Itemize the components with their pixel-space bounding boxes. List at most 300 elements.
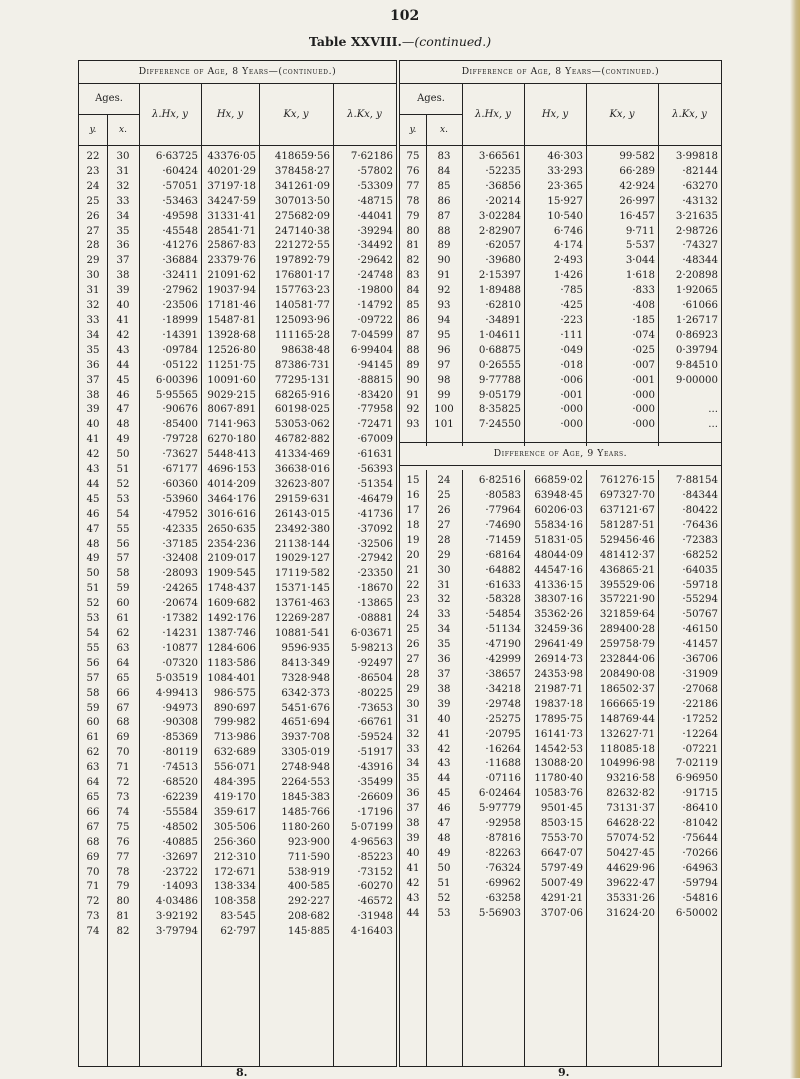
right-bottom-cell: 39 — [406, 832, 420, 844]
right-top-cell: 1·89488 — [478, 285, 521, 297]
table-row — [400, 239, 721, 254]
right-bottom-cell: ·63258 — [485, 892, 521, 904]
right-top-cell: 15·927 — [547, 195, 583, 207]
left-cell: 58 — [116, 568, 130, 580]
table-row — [400, 314, 721, 329]
table-row — [79, 403, 396, 418]
right-top-cell: 42·924 — [619, 180, 655, 192]
right-panel-title: Difference of Age, 8 Years—(continued.) — [400, 61, 721, 84]
right-top-cell: 2·82907 — [478, 225, 521, 237]
left-cell: 632·689 — [213, 747, 256, 759]
left-cell: ·09722 — [357, 314, 393, 326]
left-cell: 5·07199 — [350, 821, 393, 833]
right-bottom-cell: 36 — [406, 788, 420, 800]
left-cell: ·45548 — [162, 225, 198, 237]
left-cell: 41334·469 — [274, 449, 330, 461]
left-cell: 1183·586 — [207, 657, 256, 669]
right-bottom-cell: 37 — [406, 803, 420, 815]
right-top-cell: 91 — [406, 389, 420, 401]
right-bottom-cell: ·80583 — [485, 490, 521, 502]
left-cell: 51 — [116, 464, 130, 476]
right-x-label: x. — [440, 125, 448, 135]
left-cell: 4·03486 — [155, 896, 198, 908]
left-cell: 275682·09 — [274, 210, 330, 222]
left-cell: 59 — [116, 583, 130, 595]
left-cell: 26 — [86, 210, 100, 222]
left-cell: ·60424 — [162, 165, 198, 177]
left-cell: 53 — [116, 493, 130, 505]
left-cell: 40 — [86, 419, 100, 431]
left-cell: 45 — [86, 493, 100, 505]
right-bottom-cell: 41 — [437, 728, 451, 740]
right-bottom-cell: 30 — [437, 564, 451, 576]
left-cell: 4651·694 — [281, 717, 330, 729]
table-row — [79, 702, 396, 717]
left-col-lambda-h: λ.Hx, y — [152, 109, 188, 120]
left-cell: 44 — [86, 478, 100, 490]
right-top-cell: 6·746 — [553, 225, 583, 237]
table-row — [400, 225, 721, 240]
right-bottom-cell: ·07221 — [682, 743, 718, 755]
left-cell: 42 — [116, 329, 130, 341]
left-cell: 65 — [86, 791, 100, 803]
left-cell: ·23722 — [162, 866, 198, 878]
left-column-header — [79, 84, 396, 146]
right-top-cell: ·074 — [632, 329, 655, 341]
right-top-cell: 8·35825 — [478, 404, 521, 416]
right-top-cell: 66·289 — [619, 165, 655, 177]
table-row — [79, 239, 396, 254]
left-cell: ·85369 — [162, 732, 198, 744]
left-cell: 19029·127 — [274, 553, 330, 565]
right-bottom-cell: 21 — [406, 564, 420, 576]
table-row — [79, 552, 396, 567]
left-cell: ·27962 — [162, 285, 198, 297]
page-edge — [790, 0, 800, 1078]
table-row — [79, 463, 396, 478]
table-row — [79, 776, 396, 791]
right-top-cell: ·223 — [560, 314, 583, 326]
left-cell: 43376·05 — [207, 151, 256, 162]
left-cell: 64 — [86, 777, 100, 789]
right-top-cell: 94 — [437, 314, 451, 326]
left-panel-title: Difference of Age, 8 Years—(continued.) — [79, 61, 396, 84]
left-cell: 6270·180 — [207, 434, 256, 446]
right-top-cell: 93 — [406, 419, 420, 431]
left-cell: 69 — [86, 851, 100, 863]
left-cell: 9596·935 — [281, 642, 330, 654]
right-bottom-cell: 7·88154 — [675, 475, 718, 487]
left-cell: 83·545 — [220, 911, 256, 923]
right-top-cell: 76 — [406, 165, 420, 177]
right-top-cell: 16·457 — [619, 210, 655, 222]
right-bottom-cell: 49 — [437, 847, 451, 859]
left-cell: 77295·131 — [274, 374, 330, 386]
table-row — [400, 862, 721, 877]
table-row — [79, 716, 396, 731]
left-cell: 57 — [86, 672, 100, 684]
left-cell: 1909·545 — [207, 568, 256, 580]
left-cell: 4696·153 — [207, 464, 256, 476]
right-bottom-cell: 52 — [437, 892, 451, 904]
right-bottom-cell: ·50767 — [682, 609, 718, 621]
left-cell: ·17382 — [162, 613, 198, 625]
table-row — [400, 623, 721, 638]
right-bottom-cell: 29 — [406, 683, 420, 695]
left-cell: ·19800 — [357, 285, 393, 297]
right-bottom-cell: 44 — [437, 773, 451, 785]
right-bottom-cell: 21987·71 — [534, 683, 583, 695]
table-row — [79, 597, 396, 612]
left-cell: ·18670 — [357, 583, 393, 595]
right-bottom-cell: 132627·71 — [599, 728, 655, 740]
right-bottom-cell: 40 — [406, 847, 420, 859]
right-data-table-bottom — [400, 474, 721, 921]
table-row — [400, 299, 721, 314]
right-top-cell: 99 — [437, 389, 451, 401]
left-cell: 67 — [86, 821, 100, 833]
left-cell: ·83420 — [357, 389, 393, 401]
left-cell: 63 — [116, 642, 130, 654]
right-bottom-cell: ·59794 — [682, 877, 718, 889]
right-bottom-cell: 38 — [406, 818, 420, 830]
left-cell: ·74513 — [162, 762, 198, 774]
right-bottom-cell: ·87816 — [485, 832, 521, 844]
right-bottom-cell: 10583·76 — [534, 788, 583, 800]
left-cell: 56 — [116, 538, 130, 550]
left-cell: 55 — [86, 642, 100, 654]
left-cell: ·73653 — [357, 702, 393, 714]
right-bottom-cell: 17895·75 — [534, 713, 583, 725]
table-row — [400, 847, 721, 862]
left-cell: 33 — [116, 195, 130, 207]
left-cell: 5·95565 — [155, 389, 198, 401]
right-top-cell: ·000 — [632, 404, 655, 416]
left-cell: 29159·631 — [274, 493, 330, 505]
right-bottom-cell: 42 — [406, 877, 420, 889]
right-bottom-cell: 24 — [437, 475, 451, 487]
left-cell: 1180·260 — [281, 821, 330, 833]
left-cell: 208·682 — [287, 911, 330, 923]
left-cell: ·14391 — [162, 329, 198, 341]
right-top-cell: ·018 — [560, 359, 583, 371]
left-cell: 37 — [86, 374, 100, 386]
left-cell: ·32411 — [162, 270, 198, 282]
table-row — [79, 284, 396, 299]
table-row — [400, 474, 721, 489]
right-bottom-cell: 15 — [406, 475, 420, 487]
left-cell: ·79728 — [162, 434, 198, 446]
left-cell: 4014·209 — [207, 478, 256, 490]
left-cell: 52 — [86, 598, 100, 610]
table-row — [400, 359, 721, 374]
right-bottom-cell: ·58328 — [485, 594, 521, 606]
left-cell: 21138·144 — [274, 538, 330, 550]
right-bottom-cell: ·75644 — [682, 832, 718, 844]
right-footer-number: 9. — [558, 1066, 570, 1079]
right-top-cell: ·408 — [632, 300, 655, 312]
left-cell: 68 — [86, 836, 100, 848]
left-cell: 341261·09 — [274, 180, 330, 192]
left-cell: ·23506 — [162, 300, 198, 312]
right-top-cell: 1·618 — [625, 270, 655, 282]
right-top-cell: ·48344 — [682, 255, 718, 267]
right-bottom-cell: 6·50002 — [675, 907, 718, 919]
right-bottom-cell: 31 — [437, 579, 451, 591]
left-cell: 61 — [86, 732, 100, 744]
right-bottom-cell: 64628·22 — [606, 818, 655, 830]
left-cell: 13928·68 — [207, 329, 256, 341]
right-bottom-cell: 32459·36 — [534, 624, 583, 636]
right-bottom-cell: 34 — [406, 758, 420, 770]
right-bottom-cell: 28 — [437, 534, 451, 546]
left-cell: 45 — [116, 374, 130, 386]
right-top-cell: ·785 — [560, 285, 583, 297]
left-cell: ·09784 — [162, 344, 198, 356]
left-cell: ·90308 — [162, 717, 198, 729]
left-cell: 75 — [116, 821, 130, 833]
right-top-cell: ·74327 — [682, 240, 718, 252]
right-top-cell: 80 — [406, 225, 420, 237]
right-bottom-cell: 82632·82 — [606, 788, 655, 800]
right-top-cell: 85 — [406, 300, 420, 312]
right-bottom-cell: ·68164 — [485, 549, 521, 561]
right-bottom-cell: 48044·09 — [534, 549, 583, 561]
right-bottom-cell: 30 — [406, 698, 420, 710]
right-bottom-cell: 50 — [437, 862, 451, 874]
left-cell: 46 — [86, 508, 100, 520]
right-top-cell: 75 — [406, 151, 420, 162]
table-row — [79, 866, 396, 881]
right-bottom-cell: 637121·67 — [599, 505, 655, 517]
right-top-cell: 1·92065 — [675, 285, 718, 297]
right-bottom-cell: 16141·73 — [534, 728, 583, 740]
left-cell: 38 — [116, 270, 130, 282]
right-subtitle: Difference of Age, 9 Years. — [400, 442, 721, 466]
right-bottom-cell: 27 — [437, 519, 451, 531]
right-top-cell: 92 — [406, 404, 420, 416]
right-bottom-cell: 26914·73 — [534, 654, 583, 666]
table-row — [400, 832, 721, 847]
left-cell: 5448·413 — [207, 449, 256, 461]
left-cell: 19037·94 — [207, 285, 256, 297]
right-top-cell: ·000 — [560, 404, 583, 416]
right-top-cell: ·111 — [560, 329, 583, 341]
left-cell: 69 — [116, 732, 130, 744]
left-cell: 7·62186 — [350, 151, 393, 162]
right-top-cell: ·425 — [560, 300, 583, 312]
right-top-cell: 87 — [437, 210, 451, 222]
left-cell: ·20674 — [162, 598, 198, 610]
left-cell: 4·96563 — [350, 836, 393, 848]
table-row — [400, 564, 721, 579]
left-cell: ·31948 — [357, 911, 393, 923]
left-cell: 48 — [116, 419, 130, 431]
right-bottom-cell: 33 — [437, 609, 451, 621]
right-bottom-cell: 24 — [406, 609, 420, 621]
right-bottom-cell: 5·97779 — [478, 803, 521, 815]
left-cell: 47 — [86, 523, 100, 535]
table-row — [400, 638, 721, 653]
left-cell: 76 — [116, 836, 130, 848]
right-bottom-cell: 39 — [437, 698, 451, 710]
right-top-cell: 3·044 — [625, 255, 655, 267]
left-cell: 46 — [116, 389, 130, 401]
left-cell: 30 — [116, 151, 130, 162]
left-cell: 60 — [116, 598, 130, 610]
right-top-cell: ·001 — [632, 374, 655, 386]
table-row — [79, 478, 396, 493]
left-cell: ·36884 — [162, 255, 198, 267]
left-cell: ·94973 — [162, 702, 198, 714]
left-cell: ·40885 — [162, 836, 198, 848]
table-row — [79, 880, 396, 895]
left-cell: 305·506 — [213, 821, 256, 833]
right-top-cell: ·43132 — [682, 195, 718, 207]
table-row — [400, 195, 721, 210]
right-bottom-cell: 27 — [406, 654, 420, 666]
left-cell: ·08881 — [357, 613, 393, 625]
right-bottom-cell: 60206·03 — [534, 505, 583, 517]
left-cell: ·67009 — [357, 434, 393, 446]
left-cell: 62·797 — [220, 926, 256, 938]
left-cell: 43 — [116, 344, 130, 356]
right-bottom-cell: 46 — [437, 803, 451, 815]
table-row — [79, 895, 396, 910]
right-bottom-cell: 36 — [437, 654, 451, 666]
right-top-cell: 77 — [406, 180, 420, 192]
right-top-cell: ·62057 — [485, 240, 521, 252]
table-row — [79, 374, 396, 389]
left-cell: 21091·62 — [207, 270, 256, 282]
right-bottom-cell: 697327·70 — [599, 490, 655, 502]
left-cell: 8413·349 — [281, 657, 330, 669]
left-cell: ·10877 — [162, 642, 198, 654]
table-row — [400, 713, 721, 728]
right-top-cell: ·049 — [560, 344, 583, 356]
left-cell: ·24748 — [357, 270, 393, 282]
left-cell: 40 — [116, 300, 130, 312]
left-cell: 6342·373 — [281, 687, 330, 699]
right-bottom-cell: 5797·49 — [540, 862, 583, 874]
left-cell: ·51917 — [357, 747, 393, 759]
left-cell: 52 — [116, 478, 130, 490]
left-cell: 4·16403 — [350, 926, 393, 938]
table-row — [400, 344, 721, 359]
left-cell: 30 — [86, 270, 100, 282]
left-cell: 111165·28 — [274, 329, 330, 341]
right-top-cell: 4·174 — [553, 240, 583, 252]
left-cell: ·80119 — [162, 747, 198, 759]
left-cell: 7141·963 — [207, 419, 256, 431]
left-cell: 256·360 — [213, 836, 256, 848]
right-bottom-cell: ·84344 — [682, 490, 718, 502]
right-bottom-cell: ·91715 — [682, 788, 718, 800]
left-cell: 55 — [116, 523, 130, 535]
left-cell: 1609·682 — [207, 598, 256, 610]
left-cell: ·46572 — [357, 896, 393, 908]
right-bottom-cell: 6·02464 — [478, 788, 521, 800]
left-cell: ·62239 — [162, 791, 198, 803]
left-cell: ·27942 — [357, 553, 393, 565]
left-cell: ·85223 — [357, 851, 393, 863]
left-cell: 711·590 — [287, 851, 330, 863]
left-cell: 3464·176 — [207, 493, 256, 505]
right-bottom-cell: 39622·47 — [606, 877, 655, 889]
right-bottom-cell: ·86410 — [682, 803, 718, 815]
right-top-cell: 7·24550 — [478, 419, 521, 431]
left-cell: 65 — [116, 672, 130, 684]
left-cell: 51 — [86, 583, 100, 595]
table-row — [400, 683, 721, 698]
right-bottom-cell: 20 — [406, 549, 420, 561]
left-cell: 6·99404 — [350, 344, 393, 356]
left-cell: 68265·916 — [274, 389, 330, 401]
left-cell: ·32697 — [162, 851, 198, 863]
left-cell: 13761·463 — [274, 598, 330, 610]
right-top-cell: ... — [708, 404, 718, 416]
left-cell: 1845·383 — [281, 791, 330, 803]
right-bottom-cell: 9501·45 — [540, 803, 583, 815]
left-cell: 23 — [86, 165, 100, 177]
left-cell: 24 — [86, 180, 100, 192]
table-row — [79, 225, 396, 240]
right-bottom-cell: 16 — [406, 490, 420, 502]
right-top-cell: 9·84510 — [675, 359, 718, 371]
left-cell: ·48715 — [357, 195, 393, 207]
left-col-k: Kx, y — [283, 109, 309, 120]
right-top-cell: 85 — [437, 180, 451, 192]
right-top-cell: 81 — [406, 240, 420, 252]
right-bottom-cell: 104996·98 — [599, 758, 655, 770]
right-top-cell: 79 — [406, 210, 420, 222]
table-row — [400, 504, 721, 519]
left-x-label: x. — [119, 125, 127, 135]
table-row — [79, 672, 396, 687]
right-top-cell: 2·98726 — [675, 225, 718, 237]
left-cell: ·92497 — [357, 657, 393, 669]
right-bottom-cell: ·42999 — [485, 654, 521, 666]
table-row — [400, 534, 721, 549]
left-cell: 12269·287 — [274, 613, 330, 625]
table-row — [79, 910, 396, 925]
table-row — [400, 593, 721, 608]
table-row — [79, 761, 396, 776]
right-bottom-cell: 166665·19 — [599, 698, 655, 710]
left-cell: 71 — [86, 881, 100, 893]
table-row — [79, 836, 396, 851]
right-bottom-cell: ·68252 — [682, 549, 718, 561]
right-top-cell: 98 — [437, 374, 451, 386]
right-bottom-cell: 41 — [406, 862, 420, 874]
right-bottom-cell: 35 — [437, 639, 451, 651]
right-top-cell: 89 — [437, 240, 451, 252]
left-cell: 78 — [116, 866, 130, 878]
left-cell: 72 — [116, 777, 130, 789]
left-cell: ·80225 — [357, 687, 393, 699]
right-bottom-cell: 42 — [437, 743, 451, 755]
right-bottom-cell: 18 — [406, 519, 420, 531]
right-bottom-cell: 357221·90 — [599, 594, 655, 606]
left-cell: 54 — [116, 508, 130, 520]
right-bottom-cell: 8503·15 — [540, 818, 583, 830]
left-cell: 3·92192 — [155, 911, 198, 923]
left-cell: ·94145 — [357, 359, 393, 371]
left-cell: 35 — [116, 225, 130, 237]
right-bottom-cell: ·31909 — [682, 669, 718, 680]
left-cell: 49 — [86, 553, 100, 565]
right-bottom-cell: 186502·37 — [599, 683, 655, 695]
